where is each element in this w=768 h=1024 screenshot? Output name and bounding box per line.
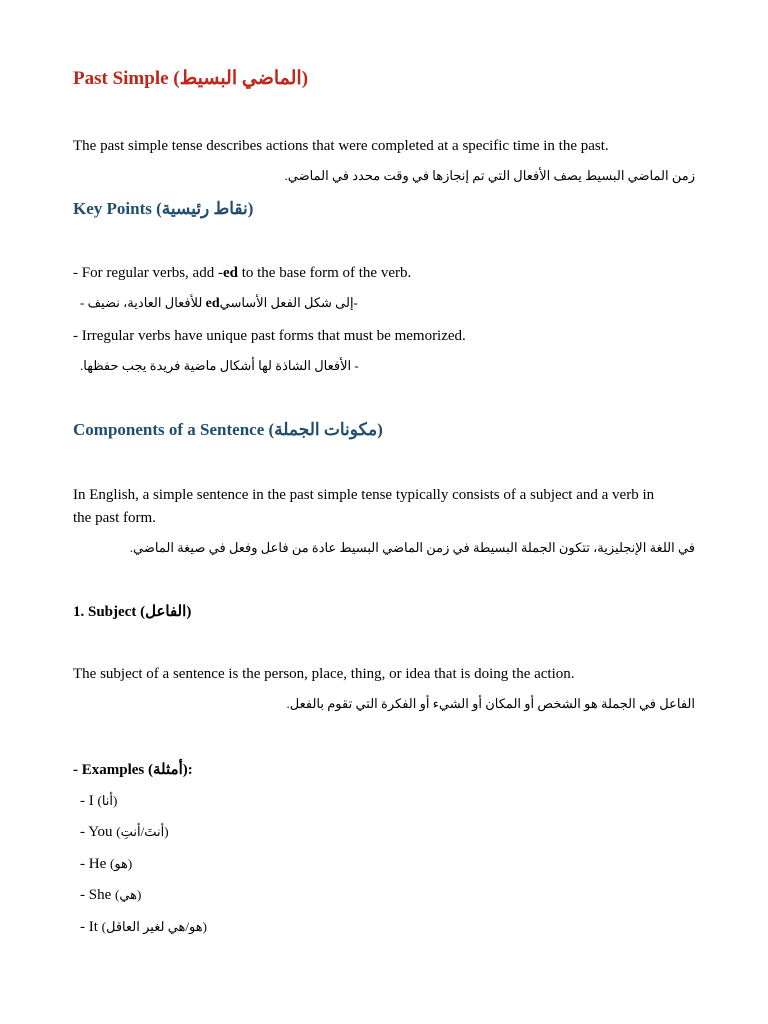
components-heading-english: Components of a Sentence [73,420,265,439]
key-point-1-arabic: - للأفعال العادية، نضيف ed-إلى شكل الفعل الأساسي [80,295,358,311]
examples-heading-arabic: (أمثلة): [148,762,193,778]
subject-heading-arabic: (الفاعل) [140,604,192,620]
key-point-2-english: - Irregular verbs have unique past forms that must be memorized. [73,328,466,344]
example-item: - She (هي) [80,887,142,903]
components-heading-arabic: (مكونات الجملة) [268,420,383,439]
intro-english: The past simple tense describes actions that were completed at a specific time in the past. [73,138,609,154]
key-point-2-arabic: - الأفعال الشاذة لها أشكال ماضية فريدة يجب حفظها. [80,358,359,373]
key-points-heading [73,199,253,219]
key-point-1-english: - For regular verbs, add -ed to the base form of the verb. [73,265,412,281]
example-item: - You (أنتَ/أنتِ) [80,824,169,840]
title-english: Past Simple [73,68,169,89]
key-points-heading-english: Key Points [73,199,152,218]
examples-heading [73,760,193,779]
components-text-line-2: the past form. [73,510,156,526]
example-item: - It (هو/هي لغير العاقل) [80,919,207,935]
example-item: - He (هو) [80,856,133,872]
example-item: - I (أنا) [80,793,118,809]
title-arabic: (الماضي البسيط) [173,68,309,89]
key-points-heading-arabic: (نقاط رئيسية) [156,199,254,218]
subject-text-arabic: الفاعل في الجملة هو الشخص أو المكان أو الشيء أو الفكرة التي تقوم بالفعل. [286,696,695,711]
subject-text-english: The subject of a sentence is the person, place, thing, or idea that is doing the action. [73,666,575,682]
examples-heading-english: - Examples [73,762,145,778]
page-title [73,67,308,90]
subject-heading-english: 1. Subject [73,604,137,620]
intro-arabic: زمن الماضي البسيط يصف الأفعال التي تم إنجازها في وقت محدد في الماضي. [284,168,695,183]
subject-heading [73,602,191,621]
components-heading [73,420,383,440]
components-text-arabic: في اللغة الإنجليزية، تتكون الجملة البسيطة في زمن الماضي البسيط عادة من فاعل وفعل في صيغة الماضي. [129,540,695,555]
components-text-line-1: In English, a simple sentence in the past simple tense typically consists of a subject and a verb in [73,487,655,503]
